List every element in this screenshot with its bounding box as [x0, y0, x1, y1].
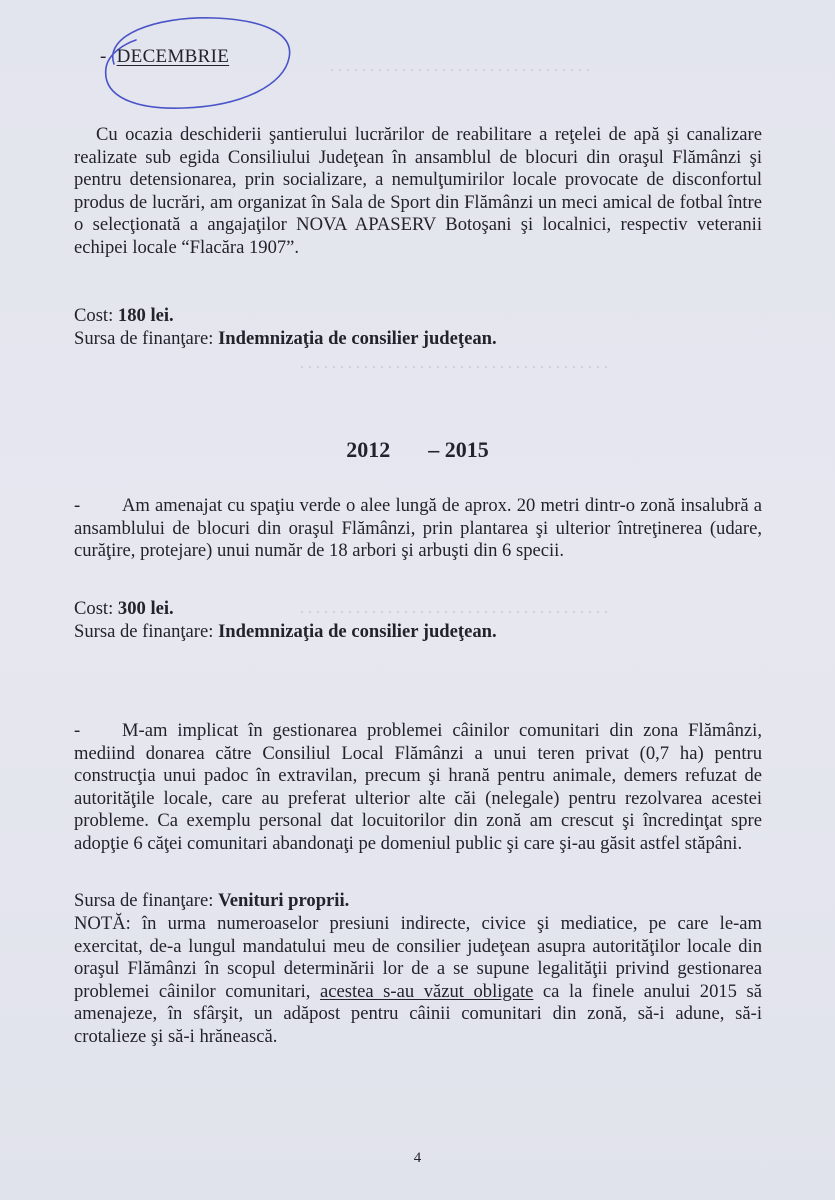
alley-paragraph-text: Am amenajat cu spaţiu verde o alee lungă de aprox. 20 metri dintr-o zonă insalubră a ansamblului de blocuri din oraşul Flămânzi, prin plantarea şi ulterior întreţinerea (udare, curăţire, protejare) unui număr de 18 arbori şi arbuşti din 6 specii.: [74, 495, 762, 562]
alley-cost-line: [74, 598, 174, 621]
funding-suffix: .: [491, 328, 497, 349]
period-end: – 2015: [428, 437, 489, 462]
cost-suffix: .: [169, 598, 174, 619]
december-paragraph: [74, 124, 762, 260]
period-heading: [0, 437, 835, 463]
alley-paragraph: [74, 495, 762, 563]
heading-december-title: DECEMBRIE: [116, 46, 230, 67]
page-number: 4: [413, 1150, 422, 1166]
dogs-dash: -: [74, 720, 81, 741]
alley-funding-line: [74, 621, 497, 644]
funding-value: Indemnizaţia de consilier judeţean: [218, 328, 492, 349]
funding-value: Venituri proprii: [218, 890, 345, 911]
dogs-note-paragraph: [74, 913, 762, 1049]
cost-label: Cost:: [74, 598, 118, 619]
cost-suffix: .: [169, 305, 174, 326]
cost-value: 180 lei: [117, 305, 170, 326]
alley-dash: -: [74, 495, 81, 516]
cost-label: Cost:: [74, 305, 118, 326]
december-funding-line: [74, 328, 497, 351]
section-heading-december: [100, 46, 229, 68]
december-paragraph-text: Cu ocazia deschiderii şantierului lucrărilor de reabilitare a reţelei de apă şi canalizare realizate sub egida Consiliului Judeţean în ansamblul de blocuri din oraşul Flămânzi şi pentru detensionarea, prin socializare, a nemulţumirilor locale provocate de disconfortul produs de lucrări, am organizat în Sala de Sport din Flămânzi un meci amical de fotbal între o selecţionată a angajaţilor NOVA APASERV Botoşani şi localnici, respectiv veteranii echipei locale “Flacăra 1907”.: [74, 124, 762, 258]
funding-label: Sursa de finanţare:: [74, 621, 219, 642]
cost-value: 300 lei: [117, 598, 170, 619]
funding-label: Sursa de finanţare:: [74, 328, 219, 349]
period-start: 2012: [346, 437, 391, 462]
funding-suffix: .: [344, 890, 350, 911]
note-underlined-phrase: acestea s-au văzut obligate: [319, 980, 534, 1002]
funding-suffix: .: [491, 621, 497, 642]
dogs-funding-line: [74, 890, 349, 913]
funding-label: Sursa de finanţare:: [74, 890, 219, 911]
note-text-end: ca la finele anului 2015 să amenajeze, în sfârşit, un adăpost pentru câinii comunitari din zonă, să-i adune, să-i crotalieze şi să-i hrănească.: [74, 980, 762, 1047]
dogs-paragraph: [74, 720, 762, 856]
dogs-paragraph-text: M-am implicat în gestionarea problemei câinilor comunitari din zona Flămânzi, mediind donarea către Consiliul Local Flămânzi a unui teren privat (0,7 ha) pentru construcţia unui padoc în extravilan, precum şi hrană pentru animale, demers refuzat de autorităţile locale, care au preferat ulterior alte căi (nelegale) pentru rezolvarea acestei probleme. Ca exemplu personal dat locuitorilor din zonă am crescut şi încredinţat spre adopţie 6 căţei comunitari abandonaţi pe domeniul public şi care şi-au găsit astfel stăpâni.: [74, 720, 762, 854]
note-text-start: NOTĂ: în urma numeroaselor presiuni indirecte, civice şi mediatice, pe care le-am exercitat, de-a lungul mandatului meu de consilier judeţean asupra autorităţilor locale din oraşul Flămânzi în scopul determinării lor de a se supune legalităţii privind gestionarea problemei câinilor comunitari,: [74, 913, 762, 1002]
heading-dash: -: [100, 46, 107, 67]
funding-value: Indemnizaţia de consilier judeţean: [218, 621, 492, 642]
december-cost-line: [74, 305, 174, 328]
document-page: . . . . . . . . . . . . . . . . . . . . . . . . . . . . . . . . . . . . . . . . . . . . . . . . . . . . . . . . . . . . . . . . . . . . . . . . . . . . . . . . . . . . . . . . . . . . . . . . . . . . . . . . . . . . . . . - DECEMBRIE Cu ocazia deschiderii şantierului lucrărilor de reabilitare a reţelei de apă şi canalizare realizate sub egida Consiliului Judeţean în ansamblul de blocuri din oraşul Flămânzi şi pentru detensionarea, prin socializare, a nemulţumirilor locale provocate de disconfortul produs de lucrări, am organizat în Sala de Sport din Flămânzi un meci amical de fotbal între o selecţionată a angajaţilor NOVA APASERV Botoşani şi localnici, respectiv veteranii echipei locale “Flacăra 1907”. Cost: 180 lei. Sursa de finanţare: Indemnizaţia de consilier judeţean. 2012 – 2015 - Am amenajat cu spaţiu verde o alee lungă de aprox. 20 metri dintr-o zonă insalubră a ansamblului de blocuri din oraşul Flămânzi, prin plantarea şi ulterior întreţinerea (udare, curăţire, protejare) unui număr de 18 arbori şi arbuşti din 6 specii. Cost: 300 lei. Sursa de finanţare: Indemnizaţia de consilier judeţean. - M-am implicat în gestionarea problemei câinilor comunitari din zona Flămânzi, mediind donarea către Consiliul Local Flămânzi a unui teren privat (0,7 ha) pentru construcţia unui padoc în extravilan, precum şi hrană pentru animale, demers refuzat de autorităţile locale, care au preferat ulterior alte căi (nelegale) pentru rezolvarea acestei probleme. Ca exemplu personal dat locuitorilor din zonă am crescut şi încredinţat spre adopţie 6 căţei comunitari abandonaţi pe domeniul public şi care şi-au găsit astfel stăpâni. Sursa de finanţare: Venituri proprii. NOTĂ: în urma numeroaselor presiuni indirecte, civice şi mediatice, pe care le-am exercitat, de-a lungul mandatului meu de consilier judeţean asupra autorităţilor locale din oraşul Flămânzi în scopul determinării lor de a se supune legalităţii privind gestionarea problemei câinilor comunitari, acestea s-au văzut obligate ca la finele anului 2015 să amenajeze, în sfârşit, un adăpost pentru câinii comunitari din zonă, să-i adune, să-i crotalieze şi să-i hrănească. 4: [0, 0, 835, 1200]
